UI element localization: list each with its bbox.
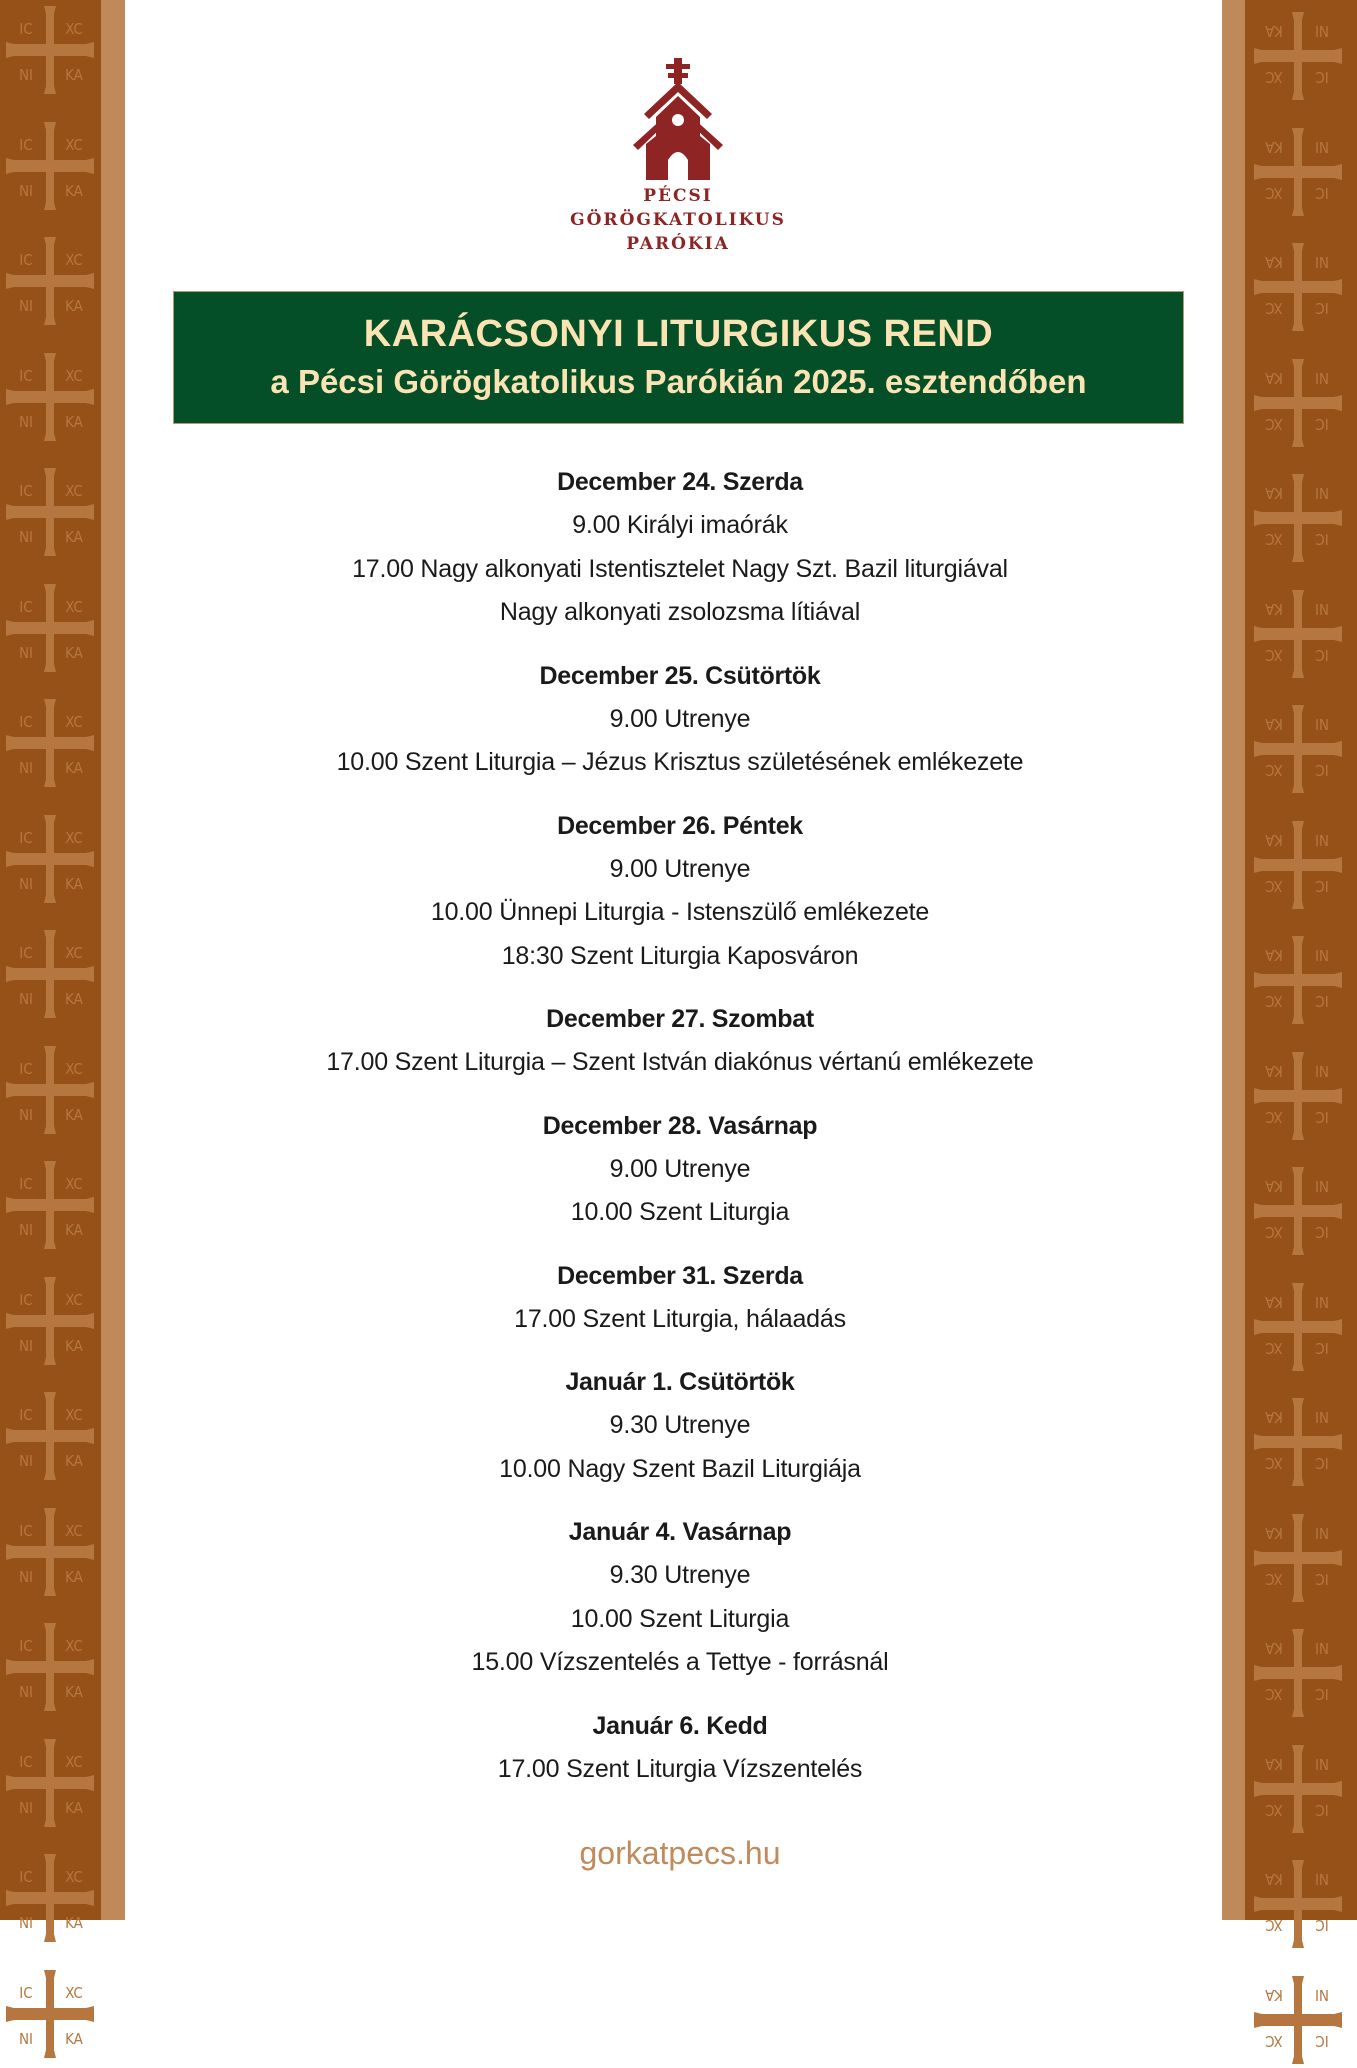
ic-xc-nika-cross-icon <box>1250 355 1346 451</box>
svg-text:XC: XC <box>65 482 83 500</box>
event-time: 9.00 <box>609 854 658 883</box>
svg-text:XC: XC <box>1265 876 1283 895</box>
ic-xc-nika-cross-icon <box>2 1619 98 1715</box>
event-description: Vízszentelés a Tettye - forrásnál <box>539 1648 889 1676</box>
svg-text:NI: NI <box>18 759 34 777</box>
svg-text:IC: IC <box>19 1752 33 1771</box>
day-heading: Január 1. Csütörtök <box>565 1368 795 1396</box>
svg-text:XC: XC <box>1265 299 1283 317</box>
day-heading: Január 6. Kedd <box>592 1711 768 1740</box>
ic-xc-nika-cross-icon <box>2 811 98 907</box>
event-time: 9.30 <box>609 1561 658 1589</box>
event-time: 10.00 <box>570 1198 633 1226</box>
svg-text:IC: IC <box>19 135 33 154</box>
schedule-event <box>180 1598 1180 1642</box>
svg-text:XC: XC <box>1265 68 1283 86</box>
liturgy-schedule <box>180 460 1180 1810</box>
svg-text:IC: IC <box>19 944 33 962</box>
svg-text:IC: IC <box>19 1406 33 1424</box>
svg-text:KA: KA <box>1265 1985 1283 2004</box>
ic-xc-nika-cross-icon <box>2 2 98 98</box>
svg-text:NI: NI <box>18 1683 34 1701</box>
svg-text:KA: KA <box>65 1567 83 1586</box>
svg-text:KA: KA <box>1265 1292 1283 1311</box>
svg-text:KA: KA <box>1265 1177 1283 1195</box>
svg-text:NI: NI <box>18 1798 34 1817</box>
svg-text:NI: NI <box>18 874 34 893</box>
svg-text:IC: IC <box>19 1983 33 2002</box>
schedule-day <box>180 804 1180 979</box>
event-description: Szent Liturgia – Szent István diakónus vértanú emlékezete <box>394 1048 1034 1076</box>
schedule-event <box>180 548 1180 592</box>
schedule-day <box>180 1360 1180 1491</box>
parish-name-line-3: PARÓKIA <box>626 234 730 254</box>
event-description: Királyi imaórák <box>626 511 788 539</box>
event-description: Szent Liturgia Kaposváron <box>570 941 859 970</box>
svg-text:NI: NI <box>1314 253 1330 271</box>
svg-text:NI: NI <box>18 643 34 662</box>
svg-text:KA: KA <box>1265 1408 1283 1426</box>
schedule-day <box>180 460 1180 635</box>
svg-text:KA: KA <box>1265 1639 1283 1657</box>
svg-text:IC: IC <box>1315 183 1329 202</box>
parish-name-line-1: PÉCSI <box>643 186 713 206</box>
event-time: 9.30 <box>609 1411 658 1439</box>
svg-text:KA: KA <box>65 1105 83 1124</box>
svg-text:IC: IC <box>19 1175 33 1193</box>
svg-text:KA: KA <box>65 643 83 662</box>
svg-text:XC: XC <box>1265 761 1283 779</box>
svg-text:IC: IC <box>19 828 33 847</box>
svg-text:IC: IC <box>1315 1569 1329 1588</box>
svg-text:XC: XC <box>1265 183 1283 202</box>
svg-text:XC: XC <box>65 366 83 385</box>
svg-text:IC: IC <box>1315 1338 1329 1357</box>
svg-text:NI: NI <box>18 990 34 1008</box>
svg-text:KA: KA <box>65 1798 83 1817</box>
event-description: Nagy alkonyati Istentisztelet Nagy Szt. Bazil liturgiával <box>420 554 1008 583</box>
schedule-event <box>180 1554 1180 1598</box>
svg-text:NI: NI <box>1314 368 1330 387</box>
svg-text:XC: XC <box>65 1868 83 1886</box>
website-link[interactable]: gorkatpecs.hu <box>579 1835 781 1871</box>
svg-text:IC: IC <box>19 1637 33 1655</box>
ic-xc-nika-cross-icon <box>1250 1163 1346 1259</box>
svg-text:XC: XC <box>65 1175 83 1193</box>
svg-text:XC: XC <box>1265 414 1283 433</box>
right-border-pattern <box>1245 0 1357 2050</box>
svg-text:XC: XC <box>65 1983 83 2002</box>
day-heading: December 27. Szombat <box>546 1005 814 1033</box>
day-heading: December 24. Szerda <box>557 468 803 496</box>
schedule-event <box>180 1298 1180 1342</box>
event-description: Utrenye <box>664 1154 751 1183</box>
svg-text:NI: NI <box>1314 1985 1330 2004</box>
right-border-stripe <box>1222 0 1245 1920</box>
svg-text:IC: IC <box>1315 1800 1329 1819</box>
parish-name-line-2: GÖRÖGKATOLIKUS <box>570 210 786 230</box>
svg-text:IC: IC <box>19 713 33 731</box>
svg-text:IC: IC <box>19 1059 33 1078</box>
svg-text:IC: IC <box>19 1521 33 1540</box>
event-time: 10.00 <box>570 1604 633 1633</box>
ic-xc-nika-cross-icon <box>2 118 98 214</box>
ic-xc-nika-cross-icon <box>2 926 98 1022</box>
svg-text:KA: KA <box>65 874 83 893</box>
svg-text:NI: NI <box>18 1452 34 1470</box>
svg-text:NI: NI <box>1314 1408 1330 1426</box>
schedule-event <box>180 1191 1180 1235</box>
ic-xc-nika-cross-icon <box>1250 701 1346 797</box>
svg-text:KA: KA <box>65 1452 83 1470</box>
svg-text:XC: XC <box>1265 1338 1283 1357</box>
svg-text:XC: XC <box>65 1637 83 1655</box>
svg-text:NI: NI <box>1314 1523 1330 1542</box>
parish-name <box>528 184 828 256</box>
schedule-event <box>180 935 1180 979</box>
svg-text:XC: XC <box>65 135 83 154</box>
svg-text:IC: IC <box>19 1868 33 1886</box>
svg-text:XC: XC <box>65 1290 83 1309</box>
svg-text:NI: NI <box>1314 137 1330 156</box>
event-time: 17.00 <box>497 1754 560 1783</box>
svg-text:XC: XC <box>65 1752 83 1771</box>
svg-text:NI: NI <box>18 528 34 546</box>
ic-xc-nika-cross-icon <box>1250 1279 1346 1375</box>
schedule-day <box>180 997 1180 1085</box>
day-heading: December 28. Vasárnap <box>542 1111 818 1140</box>
event-description: Utrenye <box>664 854 751 883</box>
svg-text:NI: NI <box>18 181 34 200</box>
svg-text:KA: KA <box>1265 946 1283 964</box>
svg-text:IC: IC <box>1315 1916 1329 1934</box>
event-time: 17.00 <box>352 554 414 583</box>
ic-xc-nika-cross-icon <box>2 1388 98 1484</box>
event-description: Szent Liturgia <box>639 1198 790 1226</box>
ic-xc-nika-cross-icon <box>2 1273 98 1369</box>
svg-text:NI: NI <box>1314 22 1330 40</box>
schedule-day <box>180 1104 1180 1235</box>
schedule-event <box>180 1748 1180 1792</box>
svg-text:IC: IC <box>19 597 33 616</box>
svg-text:NI: NI <box>1314 484 1330 502</box>
svg-text:NI: NI <box>18 1221 34 1239</box>
svg-text:XC: XC <box>1265 992 1283 1010</box>
svg-text:XC: XC <box>65 713 83 731</box>
svg-text:KA: KA <box>1265 484 1283 502</box>
schedule-day <box>180 1704 1180 1792</box>
svg-text:NI: NI <box>18 66 34 84</box>
schedule-event <box>180 1641 1180 1685</box>
ic-xc-nika-cross-icon <box>2 1966 98 2062</box>
event-time: 9.00 <box>609 1154 658 1183</box>
ic-xc-nika-cross-icon <box>1250 1510 1346 1606</box>
svg-text:KA: KA <box>1265 1870 1283 1888</box>
ic-xc-nika-cross-icon <box>2 349 98 445</box>
schedule-event <box>180 848 1180 892</box>
svg-text:NI: NI <box>1314 599 1330 618</box>
ic-xc-nika-cross-icon <box>1250 817 1346 913</box>
svg-text:KA: KA <box>65 412 83 431</box>
svg-text:IC: IC <box>1315 992 1329 1010</box>
left-border-stripe <box>101 0 125 1920</box>
schedule-event <box>180 1448 1180 1492</box>
svg-text:NI: NI <box>1314 1177 1330 1195</box>
svg-text:XC: XC <box>65 944 83 962</box>
svg-text:KA: KA <box>1265 1061 1283 1080</box>
ic-xc-nika-cross-icon <box>2 1735 98 1831</box>
svg-text:XC: XC <box>1265 1223 1283 1241</box>
svg-text:KA: KA <box>65 528 83 546</box>
svg-text:IC: IC <box>1315 876 1329 895</box>
svg-text:KA: KA <box>65 1221 83 1239</box>
svg-text:NI: NI <box>1314 830 1330 849</box>
ic-xc-nika-cross-icon <box>1250 1972 1346 2068</box>
event-description: Szent Liturgia, hálaadás <box>582 1304 846 1333</box>
schedule-day <box>180 1254 1180 1342</box>
schedule-event <box>180 1041 1180 1085</box>
svg-text:KA: KA <box>65 1683 83 1701</box>
schedule-event <box>180 891 1180 935</box>
svg-text:KA: KA <box>1265 137 1283 156</box>
svg-text:IC: IC <box>19 20 33 38</box>
svg-text:KA: KA <box>1265 715 1283 733</box>
ic-xc-nika-cross-icon <box>1250 1741 1346 1837</box>
svg-text:IC: IC <box>1315 645 1329 664</box>
svg-text:KA: KA <box>1265 368 1283 387</box>
svg-text:XC: XC <box>1265 2031 1283 2050</box>
svg-text:IC: IC <box>1315 1454 1329 1472</box>
banner-title: KARÁCSONYI LITURGIKUS REND <box>363 313 994 355</box>
svg-text:KA: KA <box>65 759 83 777</box>
svg-text:XC: XC <box>1265 1916 1283 1934</box>
svg-text:XC: XC <box>1265 1107 1283 1126</box>
svg-text:XC: XC <box>1265 1685 1283 1703</box>
svg-text:IC: IC <box>1315 2031 1329 2050</box>
svg-text:NI: NI <box>18 1914 34 1932</box>
schedule-event <box>180 591 1180 635</box>
svg-text:KA: KA <box>65 66 83 84</box>
schedule-day <box>180 1510 1180 1685</box>
svg-text:XC: XC <box>1265 1800 1283 1819</box>
title-banner <box>173 291 1184 424</box>
svg-text:IC: IC <box>19 251 33 269</box>
ic-xc-nika-cross-icon <box>1250 239 1346 335</box>
svg-text:IC: IC <box>1315 761 1329 779</box>
ic-xc-nika-cross-icon <box>2 1042 98 1138</box>
svg-text:XC: XC <box>65 251 83 269</box>
ic-xc-nika-cross-icon <box>1250 124 1346 220</box>
svg-text:KA: KA <box>1265 599 1283 618</box>
schedule-event <box>180 504 1180 548</box>
day-heading: December 26. Péntek <box>557 811 803 840</box>
svg-text:IC: IC <box>1315 68 1329 86</box>
event-description: Nagy alkonyati zsolozsma lítiával <box>499 598 861 626</box>
ic-xc-nika-cross-icon <box>2 233 98 329</box>
ic-xc-nika-cross-icon <box>2 1157 98 1253</box>
event-time: 10.00 <box>499 1454 561 1483</box>
svg-text:XC: XC <box>65 828 83 847</box>
svg-text:NI: NI <box>18 412 34 431</box>
svg-text:XC: XC <box>1265 530 1283 548</box>
svg-text:NI: NI <box>1314 1870 1330 1888</box>
event-description: Nagy Szent Bazil Liturgiája <box>567 1454 861 1483</box>
parish-logo <box>578 56 778 184</box>
schedule-event <box>180 1148 1180 1192</box>
ic-xc-nika-cross-icon <box>1250 586 1346 682</box>
day-heading: Január 4. Vasárnap <box>568 1518 792 1546</box>
event-time: 17.00 <box>326 1048 388 1076</box>
event-description: Utrenye <box>664 1411 751 1439</box>
event-description: Utrenye <box>664 1561 751 1589</box>
svg-text:NI: NI <box>1314 1061 1330 1080</box>
svg-text:NI: NI <box>18 297 34 315</box>
svg-text:KA: KA <box>1265 1754 1283 1773</box>
svg-text:XC: XC <box>65 1521 83 1540</box>
svg-text:KA: KA <box>1265 830 1283 849</box>
event-description: Szent Liturgia <box>639 1604 790 1633</box>
svg-text:KA: KA <box>1265 22 1283 40</box>
ic-xc-nika-cross-icon <box>2 464 98 560</box>
day-heading: December 25. Csütörtök <box>539 661 821 690</box>
svg-text:XC: XC <box>65 1059 83 1078</box>
svg-text:IC: IC <box>1315 530 1329 548</box>
event-description: Ünnepi Liturgia - Istenszülő emlékezete <box>499 898 930 926</box>
svg-text:IC: IC <box>1315 299 1329 317</box>
schedule-day <box>180 654 1180 785</box>
ic-xc-nika-cross-icon <box>1250 1625 1346 1721</box>
event-time: 9.00 <box>572 511 621 539</box>
svg-text:XC: XC <box>1265 1569 1283 1588</box>
svg-text:IC: IC <box>1315 1107 1329 1126</box>
ic-xc-nika-cross-icon <box>1250 8 1346 104</box>
svg-text:IC: IC <box>1315 1685 1329 1703</box>
ic-xc-nika-cross-icon <box>2 695 98 791</box>
event-description: Szent Liturgia Vízszentelés <box>566 1754 863 1783</box>
svg-text:XC: XC <box>1265 1454 1283 1472</box>
svg-text:KA: KA <box>65 2029 83 2048</box>
svg-text:NI: NI <box>1314 715 1330 733</box>
church-icon <box>578 56 778 184</box>
ic-xc-nika-cross-icon <box>1250 470 1346 566</box>
svg-text:XC: XC <box>1265 645 1283 664</box>
banner-subtitle: a Pécsi Görögkatolikus Parókián 2025. esztendőben <box>270 363 1087 400</box>
event-time: 10.00 <box>430 898 493 926</box>
svg-text:NI: NI <box>18 1567 34 1586</box>
ic-xc-nika-cross-icon <box>1250 1394 1346 1490</box>
svg-text:KA: KA <box>1265 253 1283 271</box>
event-time: 18:30 <box>501 941 564 970</box>
svg-text:KA: KA <box>65 990 83 1008</box>
schedule-event <box>180 1404 1180 1448</box>
event-time: 10.00 <box>336 748 399 776</box>
svg-text:IC: IC <box>19 366 33 385</box>
svg-text:IC: IC <box>19 1290 33 1309</box>
schedule-event <box>180 698 1180 742</box>
ic-xc-nika-cross-icon <box>1250 1856 1346 1952</box>
day-heading: December 31. Szerda <box>557 1261 803 1290</box>
svg-text:IC: IC <box>1315 1223 1329 1241</box>
svg-text:IC: IC <box>19 482 33 500</box>
svg-text:NI: NI <box>1314 1639 1330 1657</box>
svg-text:KA: KA <box>65 1336 83 1355</box>
ic-xc-nika-cross-icon <box>2 580 98 676</box>
schedule-event <box>180 741 1180 785</box>
svg-text:NI: NI <box>18 1105 34 1124</box>
ic-xc-nika-cross-icon <box>1250 932 1346 1028</box>
svg-text:XC: XC <box>65 597 83 616</box>
svg-text:NI: NI <box>18 2029 34 2048</box>
ic-xc-nika-cross-icon <box>2 1504 98 1600</box>
svg-text:KA: KA <box>65 181 83 200</box>
svg-text:NI: NI <box>1314 1754 1330 1773</box>
svg-text:IC: IC <box>1315 414 1329 433</box>
svg-text:NI: NI <box>18 1336 34 1355</box>
svg-text:NI: NI <box>1314 946 1330 964</box>
event-time: 17.00 <box>514 1304 576 1333</box>
ic-xc-nika-cross-icon <box>1250 1048 1346 1144</box>
left-border-pattern <box>0 0 101 2048</box>
svg-text:KA: KA <box>1265 1523 1283 1542</box>
event-time: 9.00 <box>609 704 658 733</box>
ic-xc-nika-cross-icon <box>2 1850 98 1946</box>
svg-text:KA: KA <box>65 1914 83 1932</box>
svg-text:KA: KA <box>65 297 83 315</box>
svg-text:XC: XC <box>65 20 83 38</box>
event-description: Szent Liturgia – Jézus Krisztus születésének emlékezete <box>404 748 1024 776</box>
event-description: Utrenye <box>664 704 751 733</box>
event-time: 15.00 <box>471 1648 534 1676</box>
svg-text:NI: NI <box>1314 1292 1330 1311</box>
svg-text:XC: XC <box>65 1406 83 1424</box>
